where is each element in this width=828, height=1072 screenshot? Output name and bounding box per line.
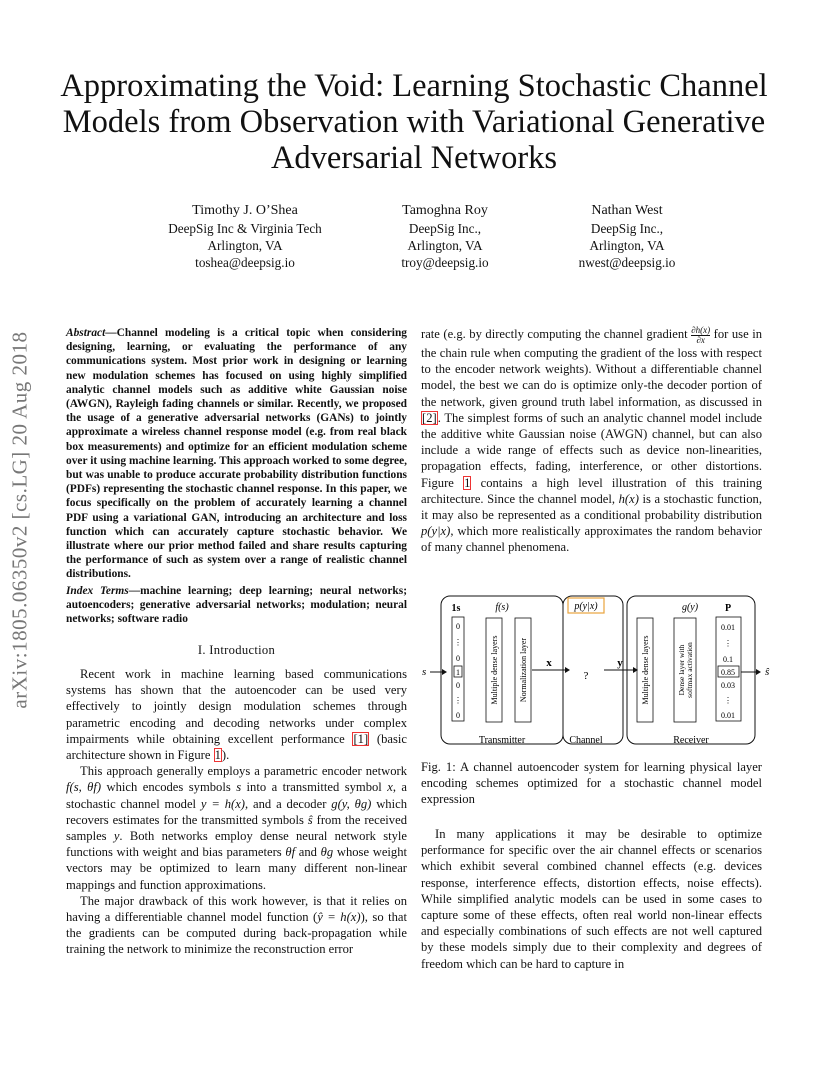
math: s [236, 780, 242, 795]
onehot-value: ⋮ [454, 638, 462, 647]
text-run: into a transmitted symbol [241, 780, 388, 795]
prob-value: 0.01 [721, 623, 735, 632]
onehot-value: 0 [456, 654, 460, 663]
fraction-numerator: ∂h(x) [691, 325, 711, 335]
text-run: , and a decoder [245, 796, 332, 811]
paper-title: Approximating the Void: Learning Stochastic Channel Models from Observation with Variational Generative Adversarial Networks [60, 68, 768, 176]
intro-paragraph-1 [66, 666, 407, 763]
left-column-body [66, 666, 407, 958]
author-location: Arlington, VA [589, 238, 665, 253]
input-label: s [422, 666, 427, 678]
author-affiliation: DeepSig Inc., [590, 221, 664, 236]
math: ŷ = h(x) [317, 910, 361, 925]
figure-link[interactable]: 1 [464, 475, 471, 490]
text-run: , which more realistically approximates the random behavior of many channel phenomena. [421, 524, 762, 555]
citation-link[interactable]: [2] [422, 410, 437, 425]
prob-value: ⋮ [724, 696, 732, 705]
author-location: Arlington, VA [207, 238, 283, 253]
text-run: . The simplest forms of such an analytic channel model include the additive white Gaussian noise (AWGN) channel, but can also include a wide range of effects such as device non-linearities, propagation effects, fading, interference, or other distortions. Figure [421, 410, 762, 490]
text-run: ), so that the gradients can be computed during back-propagation while training the network to minimize the reconstruction error [66, 910, 407, 957]
author-affiliation: DeepSig Inc & Virginia Tech [168, 221, 322, 236]
text-run: This approach generally employs a parametric encoder network [80, 764, 407, 779]
text-run: and [295, 845, 321, 860]
output-arrowhead [756, 669, 761, 675]
index-terms [66, 584, 407, 627]
receiver-label: Receiver [673, 735, 709, 746]
author-location: Arlington, VA [407, 238, 483, 253]
figure-link[interactable]: 1 [214, 748, 221, 763]
rx-dense-layers-label: Multiple dense layers [641, 635, 650, 705]
math: ŝ [307, 812, 313, 827]
section-heading: I. Introduction [197, 643, 276, 657]
math: p(y|x) [421, 524, 451, 539]
tx-normalization-label: Normalization layer [519, 637, 528, 703]
prob-value: 0.01 [721, 711, 735, 720]
transmitter-label: Transmitter [478, 735, 526, 746]
author-name: Nathan West [591, 203, 663, 218]
author-block-3 [552, 202, 702, 271]
text-run: Recent work in machine learning based communications systems has shown that the autoencoder can be used very effectively to jointly design modulation schemes through parametric encoding and decoding networks under complex impairments while obtaining excellent performance [66, 667, 407, 746]
text-run: The major drawback of this work however, is that it relies on having a differentiable channel model function ( [66, 893, 407, 925]
text-run: for use in the chain rule when computing the gradient of the loss with respect to the encoder network weights). Without a differentiable channel model, the best we can do is optimize only-the decoder portion of the network, given ground truth label information, as discussed in [421, 327, 762, 409]
prob-value: 0.1 [723, 655, 733, 664]
figure-caption: Fig. 1: A channel autoencoder system for learning physical layer encoding schemes optimized for a stochastic channel model expression [421, 760, 762, 807]
tx-dense-layers-label: Multiple dense layers [490, 635, 499, 705]
math: g(y, θg) [331, 796, 372, 811]
y-label: y [617, 657, 623, 669]
author-email: troy@deepsig.io [401, 255, 489, 270]
index-terms-text: —machine learning; deep learning; neural networks; autoencoders; generative adversarial networks; modulation; neural networks; software radio [66, 585, 407, 626]
text-run: is a stochastic function, it may also be represented as a conditional probability distribution [421, 491, 762, 523]
intro-paragraph-2 [66, 763, 407, 893]
intro-paragraph-3 [66, 893, 407, 958]
abstract-label: Abstract [66, 327, 106, 339]
text-run: contains a high level illustration of this training architecture. Since the channel model, [421, 475, 762, 506]
gradient-fraction [691, 326, 710, 345]
text-run: , a stochastic channel model [66, 780, 408, 811]
p-label: p(y|x) [574, 601, 598, 612]
x-label: x [546, 657, 552, 669]
author-block-2 [370, 202, 520, 271]
g-label: g(y) [681, 602, 699, 613]
text-run: from the received samples [66, 812, 407, 844]
text-run: which encodes symbols [101, 780, 237, 795]
author-affiliation: DeepSig Inc., [408, 221, 482, 236]
fraction-denominator: ∂x [696, 335, 705, 345]
author-block-1 [150, 202, 340, 271]
text-run: which recovers estimates for the transmitted symbols [66, 796, 407, 827]
index-terms-label: Index Terms [66, 585, 129, 597]
math: h(x) [618, 491, 639, 506]
text-run: . Both networks employ dense neural network style functions with weight and bias parameters [66, 829, 407, 860]
text-run: (basic architecture shown in Figure [66, 731, 408, 763]
right-column-paragraph-2: In many applications it may be desirable to optimize performance for specific over the air channel effects or scenarios which exhibit several combined channel effects (e.g. devices response, interference effects, distortion effects, noise effects). While simplified analytic models can be used in some cases to capture some of these effects, often real world non-linear effects and especially combinations of such effects are not well captured by these models simply due to their complexity and degrees of freedom which can be hard to capture in [421, 827, 762, 971]
rx-softmax-label-2: softmax activation [685, 642, 694, 698]
text-run: ). [221, 748, 230, 763]
text-run: rate (e.g. by directly computing the channel gradient [421, 327, 692, 341]
math: x [387, 780, 393, 795]
onehot-label: 1s [451, 603, 461, 614]
prob-value: 0.03 [721, 681, 735, 690]
abstract-text: —Channel modeling is a critical topic when considering designing, learning, or evaluating the performance of any communications system. Most prior work in designing or learning new modulation schemes has focused on using highly simplified analytic channel models such as additive white Gaussian noise (AWGN), Rayleigh fading channels or similar. Recently, we proposed the usage of a generative adversarial networks (GANs) to jointly approximate a wireless channel response model (e.g. from real black box measurements) and optimize for an efficient modulation scheme over it using machine learning. This approach worked to some degree, but was unable to produce accurate probability distribution functions (PDFs) representing the stochastic channel response. In this paper, we focus specifically on the problem of accurately learning a channel PDF using a variational GAN, introducing an architecture and loss function which can accurately capture stochastic behavior. We illustrate where our prior method failed and share results capturing the performance of such as system over a range of realistic channel distributions. [66, 327, 407, 581]
abstract [66, 326, 407, 582]
math: f(s, θf) [66, 780, 102, 795]
figure-1-diagram [420, 590, 772, 755]
math: θg [320, 845, 334, 860]
author-name: Timothy J. O’Shea [192, 203, 298, 218]
prob-value: ⋮ [724, 639, 732, 648]
right-column-paragraph-1 [421, 326, 762, 556]
author-email: nwest@deepsig.io [578, 255, 676, 270]
onehot-value: 1 [456, 668, 460, 677]
math: y [113, 829, 120, 844]
prob-value: 0.85 [721, 668, 735, 677]
input-arrowhead [442, 669, 447, 675]
math: y = h(x) [200, 796, 246, 811]
channel-label: Channel [569, 735, 603, 746]
rx-softmax-label-1: Dense layer with [677, 644, 686, 696]
output-label: ŝ [765, 666, 770, 678]
arxiv-stamp-text: arXiv:1805.06350v2 [cs.LG] 20 Aug 2018 [7, 331, 32, 709]
onehot-value: 0 [456, 681, 460, 690]
channel-unknown: ? [583, 670, 589, 682]
author-name: Tamoghna Roy [402, 203, 488, 218]
citation-link[interactable]: [1] [353, 731, 369, 746]
author-email: toshea@deepsig.io [195, 255, 295, 270]
math: θf [285, 845, 296, 860]
f-label: f(s) [495, 602, 509, 613]
onehot-value: 0 [456, 622, 460, 631]
onehot-value: 0 [456, 711, 460, 720]
x-arrowhead [565, 667, 570, 673]
arxiv-stamp [7, 331, 60, 709]
text-run: whose weight vectors may be optimized to learn many different non-linear mappings and function approximations. [66, 845, 407, 892]
prob-label: P [724, 603, 732, 614]
onehot-value: ⋮ [454, 696, 462, 705]
